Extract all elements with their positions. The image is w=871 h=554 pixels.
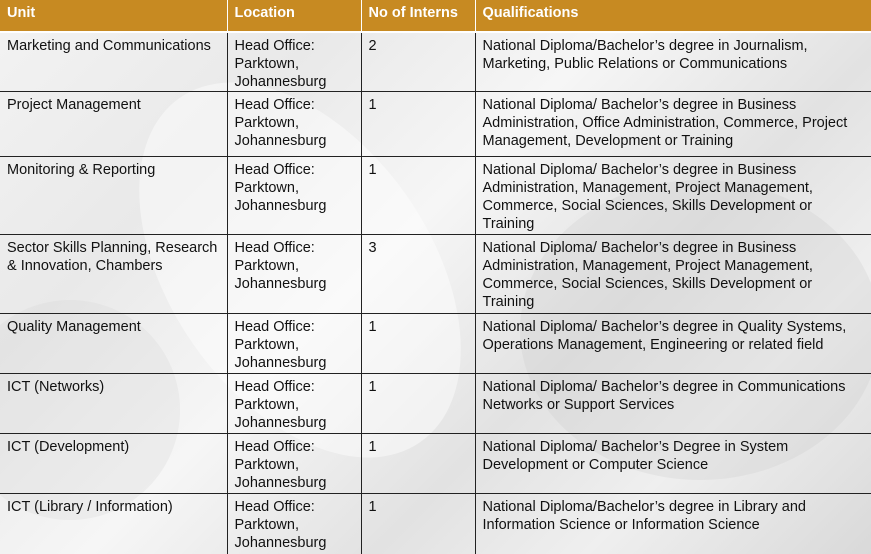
table-row — [0, 494, 871, 554]
cell-interns: 2 — [361, 32, 475, 92]
cell-interns: 1 — [361, 434, 475, 494]
table-row — [0, 235, 871, 314]
cell-qualifications: National Diploma/Bachelor’s degree in Library and Information Science or Information Science — [475, 494, 871, 554]
cell-interns: 1 — [361, 314, 475, 374]
cell-unit: ICT (Library / Information) — [0, 494, 227, 554]
cell-interns: 1 — [361, 494, 475, 554]
cell-location: Head Office: Parktown, Johannesburg — [227, 494, 361, 554]
header-no-of-interns: No of Interns — [361, 0, 475, 32]
cell-interns: 3 — [361, 235, 475, 314]
cell-qualifications: National Diploma/Bachelor’s degree in Journalism, Marketing, Public Relations or Communications — [475, 32, 871, 92]
cell-unit: ICT (Development) — [0, 434, 227, 494]
cell-unit: Project Management — [0, 92, 227, 157]
cell-unit: ICT (Networks) — [0, 374, 227, 434]
cell-unit: Marketing and Communications — [0, 32, 227, 92]
cell-location: Head Office: Parktown, Johannesburg — [227, 157, 361, 235]
table-row — [0, 92, 871, 157]
cell-location: Head Office: Parktown, Johannesburg — [227, 32, 361, 92]
cell-qualifications: National Diploma/ Bachelor’s degree in Business Administration, Management, Project Management, Commerce, Social Sciences, Skills Development or Training — [475, 157, 871, 235]
cell-qualifications: National Diploma/ Bachelor’s degree in Communications Networks or Support Services — [475, 374, 871, 434]
header-row — [0, 0, 871, 32]
table-row — [0, 32, 871, 92]
cell-location: Head Office: Parktown, Johannesburg — [227, 235, 361, 314]
cell-location: Head Office: Parktown, Johannesburg — [227, 314, 361, 374]
header-location: Location — [227, 0, 361, 32]
table-row — [0, 314, 871, 374]
cell-unit: Monitoring & Reporting — [0, 157, 227, 235]
cell-qualifications: National Diploma/ Bachelor’s Degree in System Development or Computer Science — [475, 434, 871, 494]
cell-qualifications: National Diploma/ Bachelor’s degree in Business Administration, Management, Project Management, Commerce, Social Sciences, Skills Development or Training — [475, 235, 871, 314]
cell-interns: 1 — [361, 92, 475, 157]
cell-unit: Quality Management — [0, 314, 227, 374]
cell-location: Head Office: Parktown, Johannesburg — [227, 374, 361, 434]
cell-interns: 1 — [361, 157, 475, 235]
table-row — [0, 374, 871, 434]
cell-location: Head Office: Parktown, Johannesburg — [227, 434, 361, 494]
cell-qualifications: National Diploma/ Bachelor’s degree in Quality Systems, Operations Management, Engineering or related field — [475, 314, 871, 374]
header-unit: Unit — [0, 0, 227, 32]
cell-unit: Sector Skills Planning, Research & Innovation, Chambers — [0, 235, 227, 314]
cell-location: Head Office: Parktown, Johannesburg — [227, 92, 361, 157]
cell-interns: 1 — [361, 374, 475, 434]
header-qualifications: Qualifications — [475, 0, 871, 32]
table-row — [0, 434, 871, 494]
cell-qualifications: National Diploma/ Bachelor’s degree in Business Administration, Office Administration, Commerce, Project Management, Development or Training — [475, 92, 871, 157]
table-row — [0, 157, 871, 235]
